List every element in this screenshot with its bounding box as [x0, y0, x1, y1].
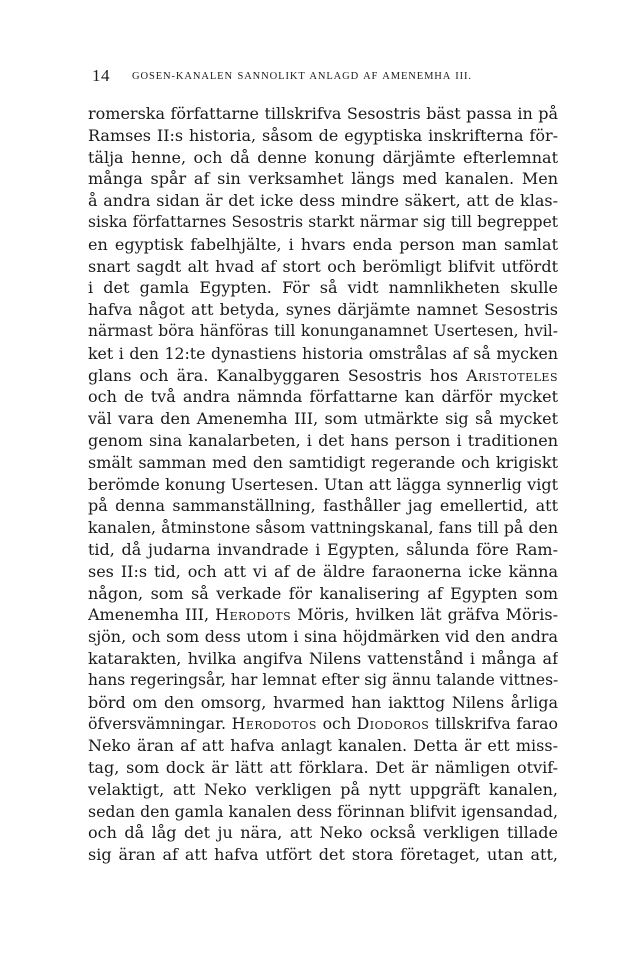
text-line-28: börd om den omsorg, hvarmed han iakttog Nilens årliga: [88, 692, 558, 712]
text-line-12: ket i den 12:te dynastiens historia omstrålas af så mycken: [88, 343, 558, 363]
text-line-17: smält samman med den samtidigt regerande och krigiskt: [88, 452, 558, 472]
body-text: [88, 103, 558, 866]
text-line-26: katarakten, hvilka angifva Nilens vattenstånd i många af: [88, 648, 558, 668]
text-line-16: genom sina kanalarbeten, i det hans person i traditionen: [88, 430, 558, 450]
text-line-25: sjön, och som dess utom i sina höjdmärken vid den andra: [88, 627, 558, 647]
text-line-15: väl vara den Amenemha III, som utmärkte sig så mycket: [88, 409, 558, 429]
text-line-30: Neko äran af att hafva anlagt kanalen. Detta är ett miss-: [88, 736, 558, 756]
author-name-herodotos: Herodotos: [231, 714, 317, 734]
text-line-23: någon, som så verkade för kanalisering af Egypten som: [88, 583, 558, 603]
running-header: [92, 66, 562, 86]
text-line-11: närmast böra hänföras till konunganamnet Usertesen, hvil-: [88, 321, 558, 340]
text-line-5: å andra sidan är det icke dess mindre säkert, att de klas-: [88, 191, 558, 211]
page-number: 14: [92, 66, 110, 85]
text-line-19: på denna sammanställning, fasthåller jag emellertid, att: [88, 496, 558, 516]
author-name-herodots: Herodots: [215, 605, 292, 625]
text-line-2: Ramses II:s historia, såsom de egyptiska inskrifterna för-: [88, 125, 558, 145]
author-name-aristoteles: Aristoteles: [466, 365, 558, 385]
text-line-18: berömde konung Usertesen. Utan att lägga synnerlig vigt: [88, 474, 558, 494]
text-line-14: och de två andra nämnda författarne kan därför mycket: [88, 387, 558, 407]
text-line-7: en egyptisk fabelhjälte, i hvars enda person man samlat: [88, 234, 558, 254]
text-line-4: många spår af sin verksamhet längs med kanalen. Men: [88, 169, 558, 189]
text-line-9: i det gamla Egypten. För så vidt namnlikheten skulle: [88, 278, 558, 298]
text-line-20: kanalen, åtminstone såsom vattningskanal, fans till på den: [88, 518, 558, 538]
text-line-27: hans regeringsår, har lemnat efter sig ännu talande vittnes-: [88, 670, 558, 689]
text-line-29: öfversvämningar. Herodotos och Diodoros tillskrifva farao: [88, 714, 558, 734]
text-line-24: Amenemha III, Herodots Möris, hvilken lät gräfva Möris-: [88, 605, 558, 625]
text-line-22: ses II:s tid, och att vi af de äldre faraonerna icke känna: [88, 561, 558, 581]
text-line-8: snart sagdt alt hvad af stort och berömligt blifvit utfördt: [88, 256, 558, 276]
text-line-21: tid, då judarna invandrade i Egypten, sålunda före Ram-: [88, 539, 558, 559]
text-line-13: glans och ära. Kanalbyggaren Sesostris hos Aristoteles: [88, 365, 558, 385]
text-line-35: sig äran af att hafva utfört det stora företaget, utan att,: [88, 845, 558, 865]
text-line-32: velaktigt, att Neko verkligen på nytt uppgräft kanalen,: [88, 779, 558, 799]
running-title: GOSEN-KANALEN SANNOLIKT ANLAGD AF AMENEMHA III.: [132, 71, 472, 82]
text-line-6: siska författarnes Sesostris starkt närmar sig till begreppet: [88, 212, 558, 231]
text-line-3: tälja henne, och då denne konung därjämte efterlemnat: [88, 147, 558, 167]
text-line-31: tag, som dock är lätt att förklara. Det är nämligen otvif-: [88, 757, 558, 777]
text-line-10: hafva något att betyda, synes därjämte namnet Sesostris: [88, 300, 558, 320]
text-line-33: sedan den gamla kanalen dess förinnan blifvit igensandad,: [88, 801, 558, 821]
text-line-1: romerska författarne tillskrifva Sesostris bäst passa in på: [88, 104, 558, 123]
author-name-diodoros: Diodoros: [356, 714, 430, 734]
text-line-34: och då låg det ju nära, att Neko också verkligen tillade: [88, 823, 558, 843]
